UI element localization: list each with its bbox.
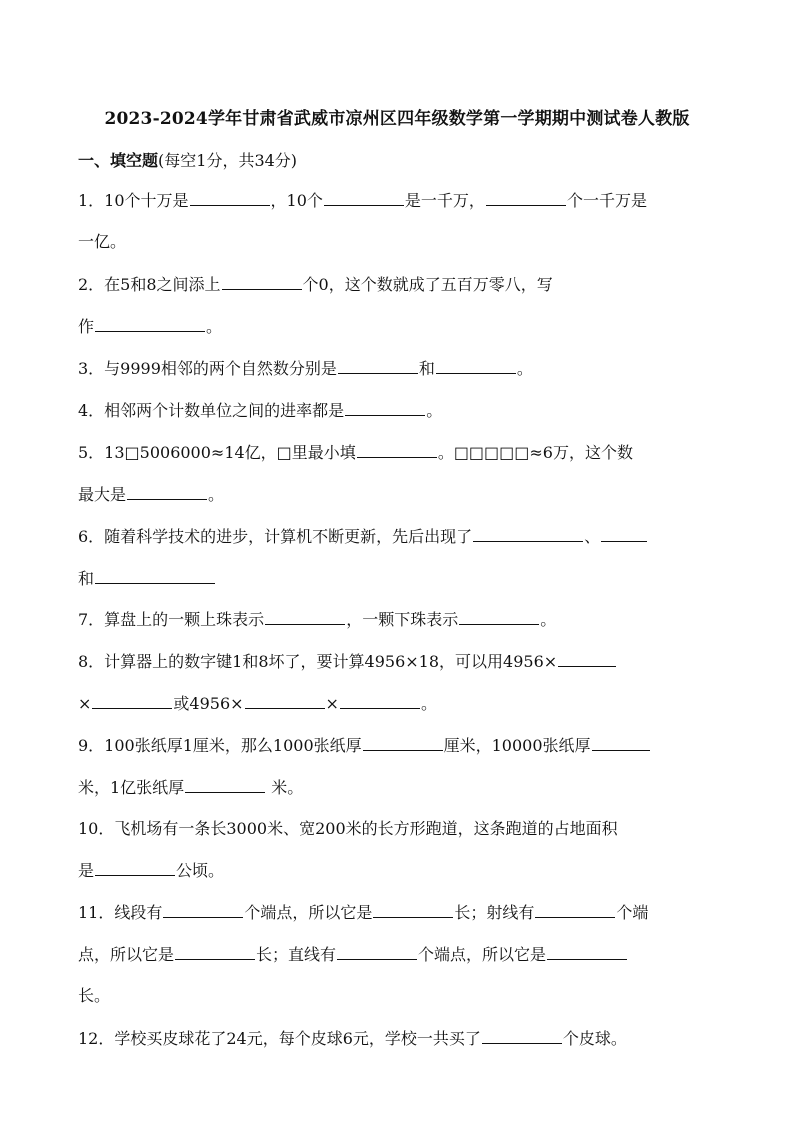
- q11-text-a: 11．线段有: [78, 903, 163, 922]
- answer-blank[interactable]: [175, 942, 255, 960]
- question-11-cont-2: [78, 984, 710, 1008]
- answer-blank[interactable]: [92, 691, 172, 709]
- q8-text-e: 。: [420, 694, 437, 713]
- q11-text-g: 个端点，所以它是: [418, 945, 547, 964]
- question-10: [78, 817, 710, 841]
- answer-blank[interactable]: [338, 356, 418, 374]
- q12-text-a: 12．学校买皮球花了24元，每个皮球6元，学校一共买了: [78, 1029, 481, 1048]
- answer-blank[interactable]: [163, 900, 243, 918]
- q2-text-b: 个0，这个数就成了五百万零八，写: [302, 275, 553, 294]
- q9-text-c: 米，1亿张纸厚: [78, 778, 185, 797]
- question-9: [78, 733, 710, 757]
- question-11: [78, 900, 710, 924]
- answer-blank[interactable]: [95, 858, 175, 876]
- answer-blank[interactable]: [459, 607, 539, 625]
- section-note: (每空1分，共34分): [158, 151, 298, 170]
- q8-text-d: ×: [325, 694, 339, 713]
- question-8: [78, 649, 710, 673]
- q1-text-b: ，10个: [270, 191, 323, 210]
- q8-text-a: 8．计算器上的数字键1和8坏了，要计算4956×18，可以用4956×: [78, 652, 558, 671]
- q11-text-f: 长；直线有: [256, 945, 337, 964]
- q10-text-a: 10．飞机场有一条长3000米、宽200米的长方形跑道，这条跑道的占地面积: [78, 819, 618, 838]
- q1-text-a: 1．10个十万是: [78, 191, 189, 210]
- q5-text-a: 5．13□5006000≈14亿，□里最小填: [78, 443, 356, 462]
- q8-text-c: 或4956×: [173, 694, 244, 713]
- q7-text-c: 。: [540, 610, 557, 629]
- q7-text-a: 7．算盘上的一颗上珠表示: [78, 610, 265, 629]
- q11-text-b: 个端点，所以它是: [244, 903, 373, 922]
- q2-text-c: 作: [78, 317, 95, 336]
- question-12: [78, 1026, 710, 1050]
- answer-blank[interactable]: [185, 775, 265, 793]
- q6-text-b: 、: [584, 527, 601, 546]
- q6-text-c: 和: [78, 569, 95, 588]
- q9-text-d: 米。: [266, 778, 304, 797]
- question-8-cont: [78, 691, 710, 715]
- q4-text-b: 。: [426, 401, 443, 420]
- question-5-cont: [78, 482, 710, 506]
- answer-blank[interactable]: [482, 1026, 562, 1044]
- q3-text-c: 。: [516, 359, 533, 378]
- answer-blank[interactable]: [357, 440, 437, 458]
- q5-text-c: 最大是: [78, 485, 127, 504]
- answer-blank[interactable]: [190, 188, 270, 206]
- answer-blank[interactable]: [127, 482, 207, 500]
- question-3: [78, 356, 710, 380]
- answer-blank[interactable]: [324, 188, 404, 206]
- question-4: [78, 398, 710, 422]
- answer-blank[interactable]: [245, 691, 325, 709]
- q11-text-h: 长。: [78, 986, 111, 1005]
- q9-text-a: 9．100张纸厚1厘米，那么1000张纸厚: [78, 736, 362, 755]
- page-title: 2023-2024学年甘肃省武威市凉州区四年级数学第一学期期中测试卷人教版: [104, 109, 690, 129]
- question-7: [78, 607, 710, 631]
- answer-blank[interactable]: [592, 733, 650, 751]
- answer-blank[interactable]: [558, 649, 616, 667]
- q3-text-a: 3．与9999相邻的两个自然数分别是: [78, 359, 337, 378]
- q1-text-d: 个一千万是: [566, 191, 647, 210]
- q9-text-b: 厘米，10000张纸厚: [443, 736, 591, 755]
- question-10-cont: [78, 858, 710, 882]
- question-11-cont: [78, 942, 710, 966]
- answer-blank[interactable]: [373, 900, 453, 918]
- answer-blank[interactable]: [535, 900, 615, 918]
- q7-text-b: ，一颗下珠表示: [346, 610, 459, 629]
- answer-blank[interactable]: [95, 314, 205, 332]
- question-5: [78, 440, 710, 464]
- answer-blank[interactable]: [337, 942, 417, 960]
- question-2-cont: [78, 314, 710, 338]
- q8-text-b: ×: [78, 694, 92, 713]
- q4-text-a: 4．相邻两个计数单位之间的进率都是: [78, 401, 345, 420]
- q11-text-c: 长；射线有: [454, 903, 535, 922]
- question-6: [78, 524, 710, 548]
- q11-text-e: 点，所以它是: [78, 945, 175, 964]
- answer-blank[interactable]: [340, 691, 420, 709]
- answer-blank[interactable]: [345, 398, 425, 416]
- answer-blank[interactable]: [95, 566, 215, 584]
- q5-text-b: 。□□□□□≈6万，这个数: [437, 443, 633, 462]
- q10-text-b: 是: [78, 861, 95, 880]
- q2-text-d: 。: [206, 317, 223, 336]
- q10-text-c: 公顷。: [176, 861, 225, 880]
- answer-blank[interactable]: [436, 356, 516, 374]
- question-9-cont: [78, 775, 710, 799]
- answer-blank[interactable]: [363, 733, 443, 751]
- section-heading: [78, 148, 297, 171]
- question-6-cont: [78, 566, 710, 590]
- question-2: [78, 272, 710, 296]
- answer-blank[interactable]: [473, 524, 583, 542]
- answer-blank[interactable]: [547, 942, 627, 960]
- section-title: 一、填空题: [78, 151, 159, 170]
- question-1: [78, 188, 710, 212]
- answer-blank[interactable]: [486, 188, 566, 206]
- q3-text-b: 和: [418, 359, 435, 378]
- q5-text-d: 。: [208, 485, 225, 504]
- q11-text-d: 个端: [616, 903, 649, 922]
- answer-blank[interactable]: [601, 524, 647, 542]
- question-1-cont: [78, 230, 710, 254]
- q12-text-b: 个皮球。: [562, 1029, 627, 1048]
- answer-blank[interactable]: [265, 607, 345, 625]
- q6-text-a: 6．随着科学技术的进步，计算机不断更新，先后出现了: [78, 527, 473, 546]
- answer-blank[interactable]: [222, 272, 302, 290]
- q1-text-c: 是一千万，: [404, 191, 485, 210]
- q1-text-e: 一亿。: [78, 232, 127, 251]
- q2-text-a: 2．在5和8之间添上: [78, 275, 221, 294]
